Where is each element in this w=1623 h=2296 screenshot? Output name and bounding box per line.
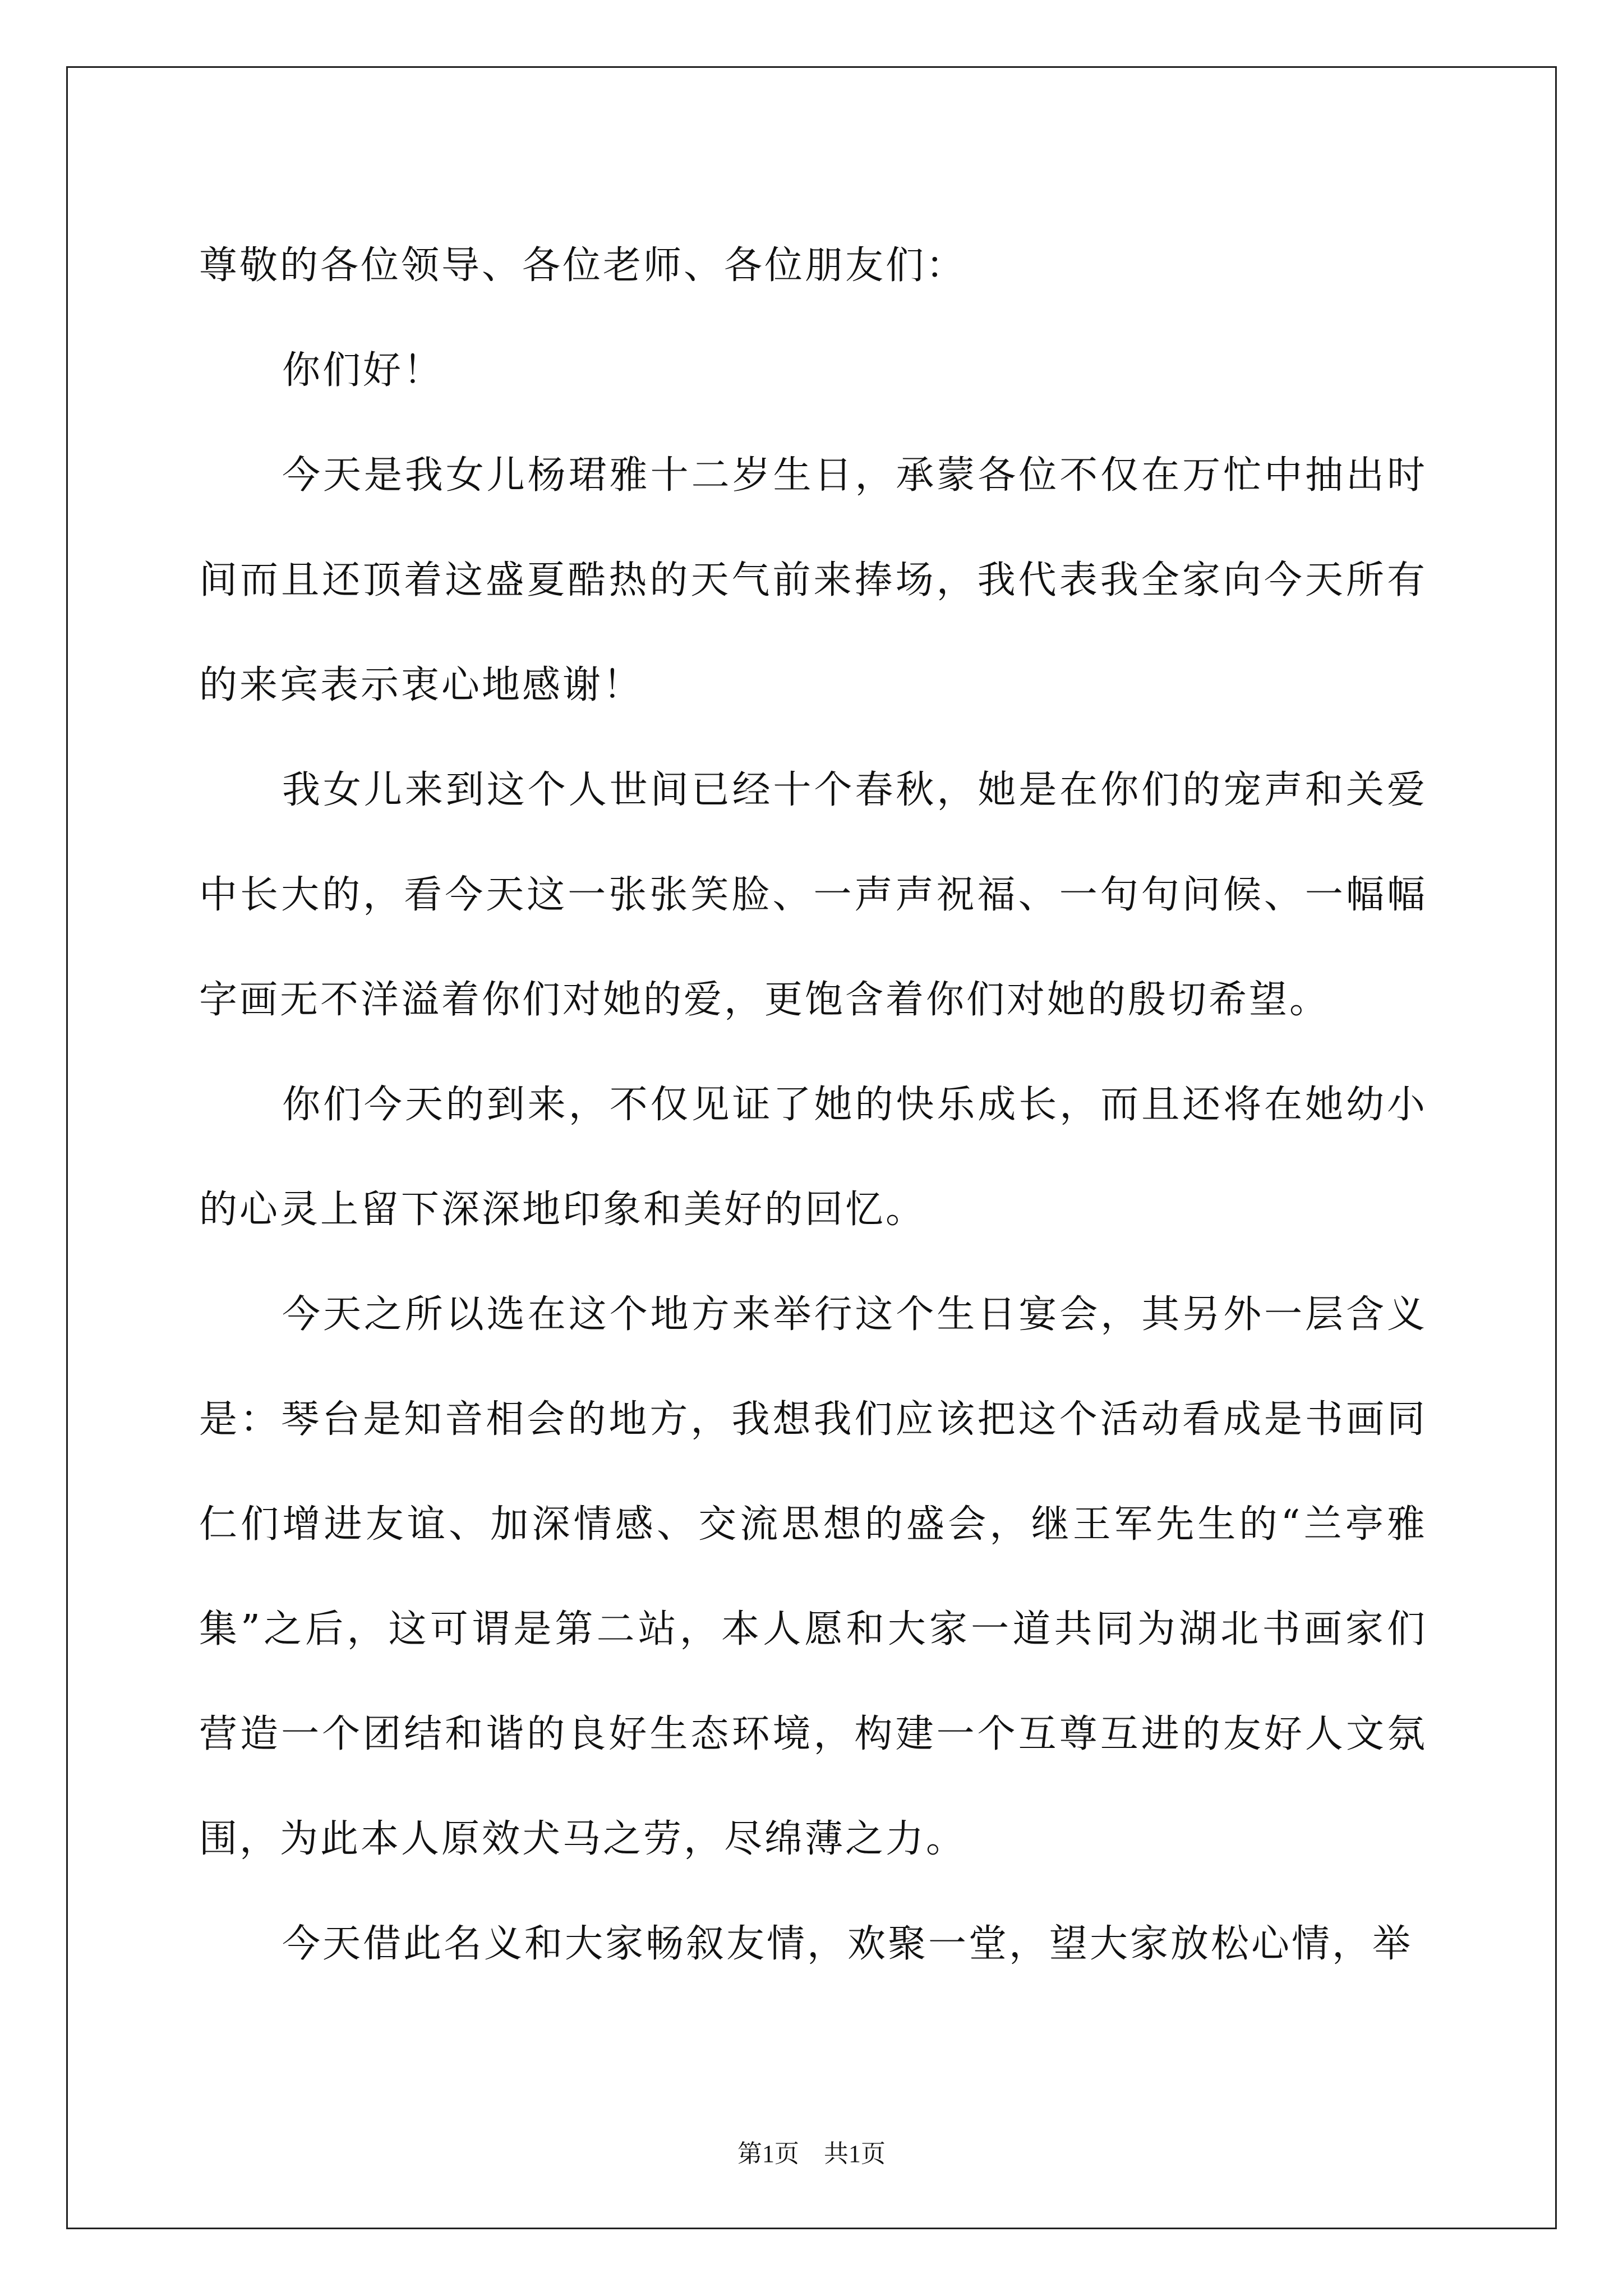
paragraph-witness: 你们今天的到来，不仅见证了她的快乐成长，而且还将在她幼小的心灵上留下深深地印象和美好的回忆。 — [199, 1083, 1427, 1232]
paragraph-venue-meaning: 今天之所以选在这个地方来举行这个生日宴会，其另外一层含义是：琴台是知音相会的地方，我想我们应该把这个活动看成是书画同仁们增进友谊、加深情感、交流思想的盛会，继王军先生的“兰亭雅集”之后，这可谓是第二站，本人愿和大家一道共同为湖北书画家们营造一个团结和谐的良好生态环境，构建一个互尊互进的友好人文氛围，为此本人原效犬马之劳，尽绵薄之力。 — [199, 1292, 1427, 1861]
paragraph-thanks: 今天是我女儿杨珺雅十二岁生日，承蒙各位不仅在万忙中抽出时间而且还顶着这盛夏酷热的天气前来捧场，我代表我全家向今天所有的来宾表示衷心地感谢！ — [199, 453, 1427, 707]
paragraph-greeting: 你们好！ — [282, 348, 444, 393]
paragraph-growth: 我女儿来到这个人世间已经十个春秋，她是在你们的宠声和关爱中长大的，看今天这一张张笑脸、一声声祝福、一句句问候、一幅幅字画无不洋溢着你们对她的爱，更饱含着你们对她的殷切希望。 — [199, 768, 1427, 1022]
salutation: 尊敬的各位领导、各位老师、各位朋友们： — [199, 243, 967, 288]
page-footer: 第1页 共1页 — [737, 2140, 886, 2168]
paragraph-closing-partial: 今天借此名义和大家畅叙友情，欢聚一堂，望大家放松心情，举 — [282, 1922, 1413, 1966]
document-body — [199, 213, 1427, 1996]
